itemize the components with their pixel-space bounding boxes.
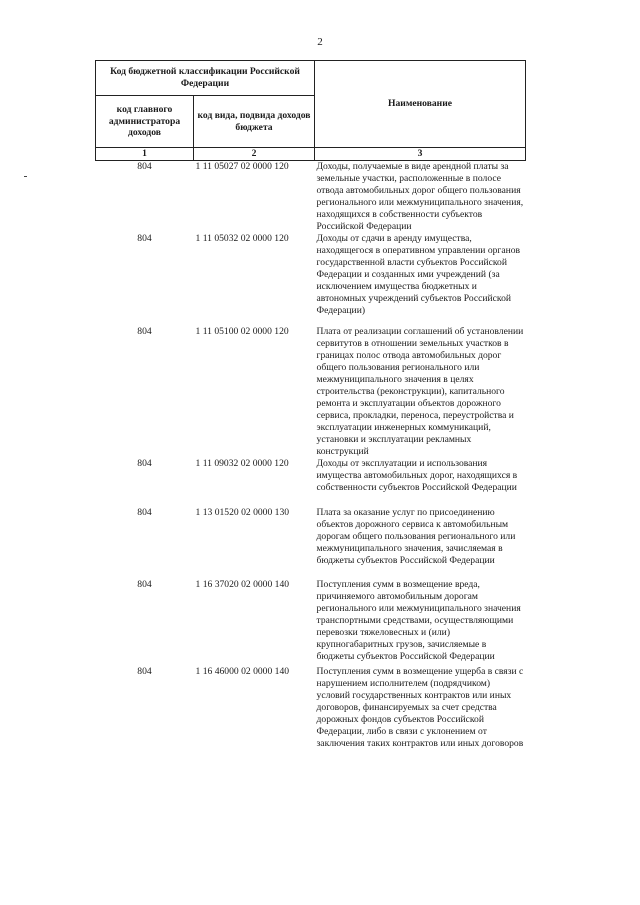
row-admin: 804 [137,506,152,518]
header-num-2: 2 [194,148,315,161]
row-name: Плата от реализации соглашений об установлении сервитутов в отношении земельных участков в границах полос отвода автомобильных дорог общего пользования регионального или межмуниципального значения в целях строительства (реконструкции), капитального ремонта и эксплуатации объектов дорожного сервиса, прокладки, переноса, переустройства и эксплуатации инженерных коммуникаций, установки и эксплуатации рекламных конструкций [316,325,524,457]
row-code: 1 11 05027 02 0000 120 [195,160,289,172]
row-name: Поступления сумм в возмещение ущерба в связи с нарушением исполнителем (подрядчиком) условий государственных контрактов или иных договоров, финансируемых за счет средства дорожных фондов субъектов Российской Федерации, либо в связи с уклонением от заключения таких контрактов или иных договоров [316,665,524,749]
scan-mark [24,176,27,177]
header-admin-code: код главного администратора доходов [96,96,194,148]
row-name: Доходы, получаемые в виде арендной платы за земельные участки, расположенные в полосе отвода автомобильных дорог общего пользования регионального или межмуниципального значения, находящихся в собственности субъектов Российской Федерации [316,160,524,232]
table-row [96,233,526,326]
table-row [96,458,526,507]
row-admin: 804 [137,665,152,677]
row-code: 1 11 05100 02 0000 120 [195,325,289,337]
row-admin: 804 [137,457,152,469]
row-code: 1 13 01520 02 0000 130 [195,506,290,518]
row-name: Плата за оказание услуг по присоединению объектов дорожного сервиса к автомобильным дорогам общего пользования регионального или межмуниципального значения, зачисляемая в бюджеты субъектов Российской Федерации [316,506,516,566]
budget-classification-table [95,60,526,754]
row-name: Поступления сумм в возмещение вреда, причиняемого автомобильным дорогам регионального или межмуниципального значения транспортными средствами, осуществляющими перевозки тяжеловесных и (или) крупногабаритных грузов, зачисляемые в бюджеты субъектов Российской Федерации [316,578,521,662]
row-admin: 804 [137,232,152,244]
header-income-code: код вида, подвида доходов бюджета [194,96,315,148]
header-name: Наименование [315,61,526,148]
row-name: Доходы от сдачи в аренду имущества, находящегося в оперативном управлении органов государственной власти субъектов Российской Федерации и созданных ими учреждений (за исключением имущества бюджетных и автономных учреждений субъектов Российской Федерации) [316,232,521,316]
table-row [96,579,526,666]
row-admin: 804 [137,160,152,172]
page-number: 2 [317,36,323,48]
row-code: 1 16 37020 02 0000 140 [195,578,290,590]
header-num-1: 1 [96,148,194,161]
row-admin: 804 [137,578,152,590]
row-code: 1 11 05032 02 0000 120 [195,232,289,244]
row-code: 1 11 09032 02 0000 120 [195,457,289,469]
row-admin: 804 [137,325,152,337]
row-code: 1 16 46000 02 0000 140 [195,665,290,677]
table-row [96,326,526,458]
header-num-3: 3 [315,148,526,161]
table-row [96,507,526,579]
row-name: Доходы от эксплуатации и использования имущества автомобильных дорог, находящихся в собственности субъектов Российской Федерации [316,457,518,493]
table-row [96,160,526,232]
header-group-title: Код бюджетной классификации Российской Федерации [96,61,315,96]
table-row [96,666,526,754]
